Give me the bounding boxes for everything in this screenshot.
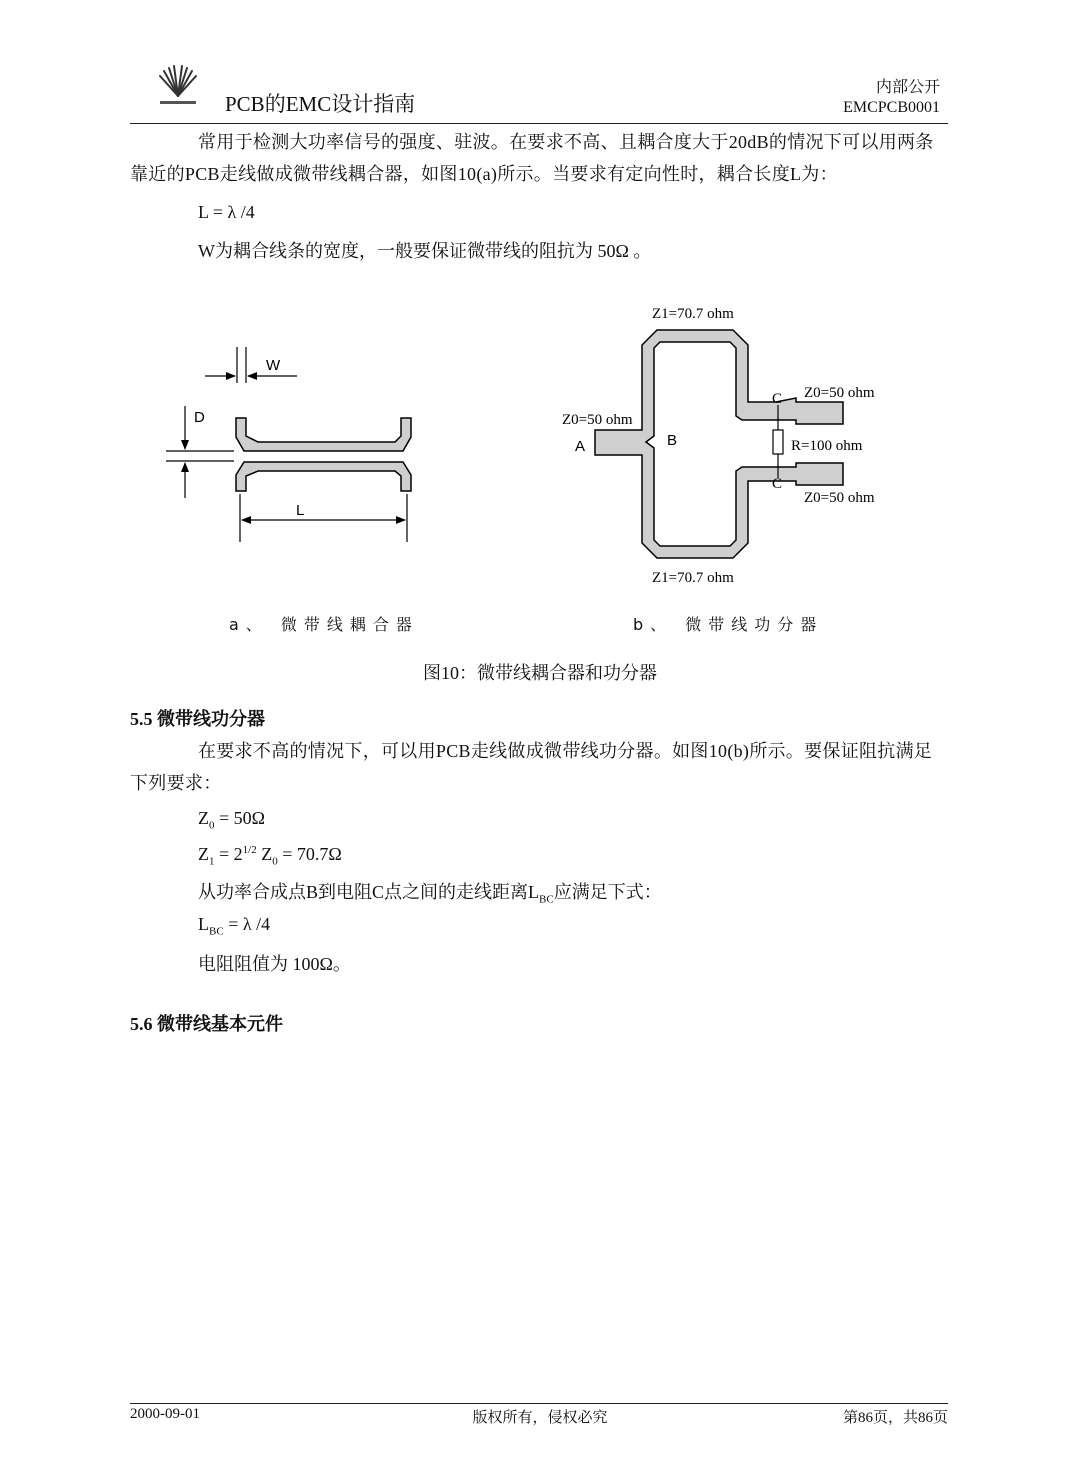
width-note: W为耦合线条的宽度，一般要保证微带线的阻抗为 50Ω 。: [198, 241, 652, 261]
lbc-description: 从功率合成点B到电阻C点之间的走线距离$L_{BC}$应满足下式：: [198, 882, 662, 906]
document-id: EMCPCB0001: [843, 99, 940, 116]
coupler-l-label: L: [296, 502, 305, 519]
caption-b: b、 微带线功分器: [633, 615, 824, 634]
figure-10: [0, 290, 1080, 610]
resistor-value-text: 电阻阻值为 100Ω。: [198, 954, 351, 974]
figure-caption: 图10：微带线耦合器和功分器: [423, 663, 657, 683]
point-c-top-label: C: [772, 391, 783, 407]
point-b-label: B: [667, 432, 678, 449]
header-rule: [130, 123, 948, 124]
section-5-5-heading: 5.5 微带线功分器: [130, 709, 265, 729]
z1-top-label: Z1=70.7 ohm: [652, 306, 734, 322]
z0-input-label: Z0=50 ohm: [562, 412, 633, 428]
divider-diagram: [562, 306, 875, 586]
z0-output-bottom-label: Z0=50 ohm: [804, 490, 875, 506]
section-5-5-paragraph: 在要求不高的情况下，可以用PCB走线做成微带线功分器。如图10(b)所示。要保证阻抗满足下列要求：: [130, 741, 933, 793]
resistor-label: R=100 ohm: [791, 438, 863, 454]
lbc-equation: $L_{BC} = \lambda$ /4: [198, 914, 271, 938]
z0-output-top-label: Z0=50 ohm: [804, 385, 875, 401]
caption-a: a、 微带线耦合器: [229, 615, 419, 634]
coupler-w-label: W: [266, 357, 281, 374]
point-c-bottom-label: C: [772, 476, 783, 492]
coupler-d-label: D: [194, 409, 205, 426]
classification-label: 内部公开: [875, 79, 940, 96]
coupling-length-equation: L = λ /4: [198, 202, 255, 222]
coupler-diagram: [166, 347, 411, 542]
footer-page-number: 第86页，共86页: [842, 1410, 948, 1426]
z1-bottom-label: Z1=70.7 ohm: [652, 570, 734, 586]
section-5-6-heading: 5.6 微带线基本元件: [130, 1014, 283, 1034]
company-logo: [152, 64, 204, 110]
point-a-label: A: [575, 438, 586, 455]
footer-copyright: 版权所有，侵权必究: [472, 1410, 608, 1426]
document-title: PCB的EMC设计指南: [225, 92, 416, 116]
footer-date: 2000-09-01: [130, 1406, 200, 1422]
z1-equation: $Z_1 = 2^{1/2}$ $Z_0 = 70.7\Omega$: [198, 844, 342, 868]
z0-equation: $Z_0 = 50\Omega$: [198, 808, 266, 832]
footer-rule: [130, 1403, 948, 1404]
intro-paragraph: 常用于检测大功率信号的强度、驻波。在要求不高、且耦合度大于20dB的情况下可以用两条靠近的PCB走线做成微带线耦合器，如图10(a)所示。当要求有定向性时，耦合长度L为：: [130, 132, 934, 184]
